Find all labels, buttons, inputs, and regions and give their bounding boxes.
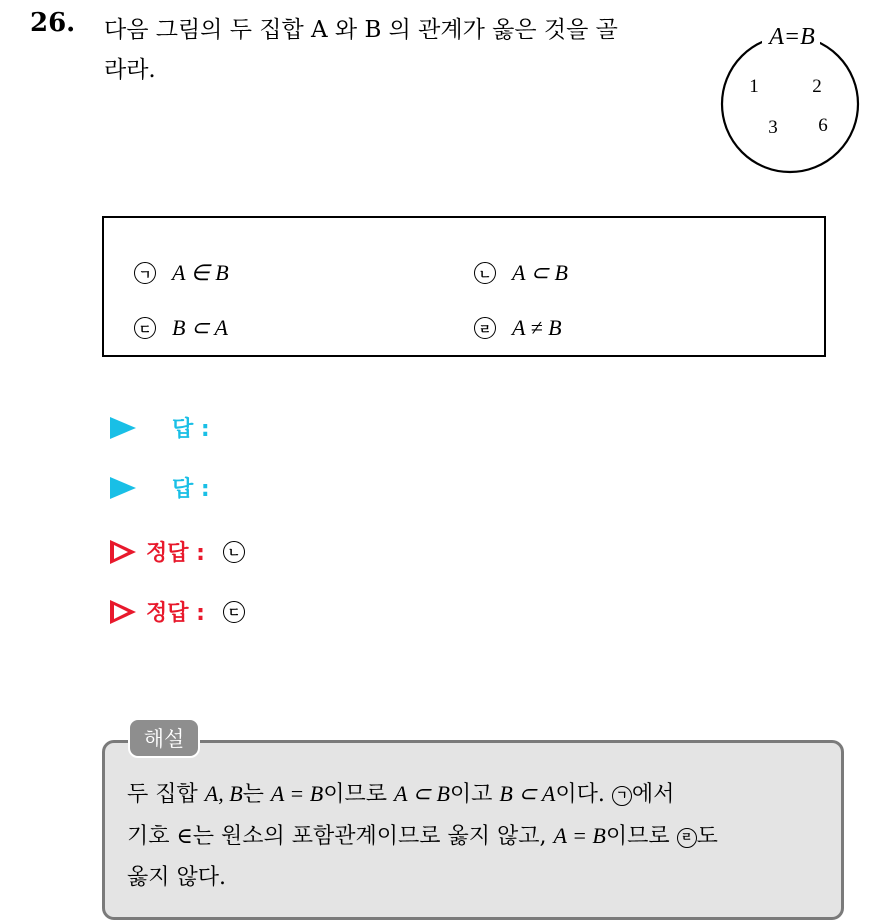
venn-diagram	[720, 16, 860, 201]
circled-mark: ㄹ	[677, 828, 697, 848]
choice-expression: A ⊂ B	[512, 260, 568, 285]
choice-mark: ㄷ	[134, 317, 156, 339]
venn-element: 6	[818, 115, 828, 136]
choice-item[interactable]	[474, 260, 568, 286]
question-number: 26.	[30, 8, 76, 38]
choice-mark: ㄹ	[474, 317, 496, 339]
choice-item[interactable]	[134, 260, 229, 286]
choice-expression: A ≠ B	[512, 315, 562, 340]
venn-element: 1	[749, 76, 759, 97]
choice-item[interactable]	[474, 315, 562, 341]
choices-box	[102, 216, 826, 357]
choice-mark: ㄴ	[474, 262, 496, 284]
answer-label: 답 :	[172, 477, 210, 502]
venn-label: A=B	[769, 24, 815, 50]
correct-answer-mark: ㄷ	[223, 601, 245, 623]
correct-answer-label: 정답 :	[146, 541, 205, 566]
outline-triangle-icon	[110, 540, 136, 564]
outline-triangle-icon	[110, 600, 136, 624]
correct-answer-mark: ㄴ	[223, 541, 245, 563]
answer-label: 답 :	[172, 417, 210, 442]
triangle-icon	[110, 477, 136, 499]
question-line-2: 라라.	[104, 57, 156, 83]
triangle-icon	[110, 417, 136, 439]
venn-circle	[722, 36, 858, 172]
choice-expression: A ∈ B	[172, 260, 229, 285]
choice-expression: B ⊂ A	[172, 315, 228, 340]
answer-row[interactable]	[110, 412, 210, 443]
explanation-text: 두 집합 A, B는 A = B이므로 A ⊂ B이고 B ⊂ A이다. ㄱ 에서 기호 ∈는 원소의 포함관계이므로 옳지 않고, A = B이므로 ㄹ 도 옳지 않다.	[127, 781, 718, 890]
answer-row[interactable]	[110, 472, 210, 503]
explanation-box	[102, 740, 844, 920]
circled-mark: ㄱ	[612, 786, 632, 806]
choice-item[interactable]	[134, 315, 228, 341]
choice-mark: ㄱ	[134, 262, 156, 284]
question-text	[104, 10, 704, 90]
venn-element: 2	[812, 76, 822, 97]
venn-element: 3	[768, 117, 778, 138]
correct-answer-row	[110, 596, 245, 627]
correct-answer-label: 정답 :	[146, 601, 205, 626]
question-line-1: 다음 그림의 두 집합 A 와 B 의 관계가 옳은 것을 골	[104, 17, 618, 43]
correct-answer-row	[110, 536, 245, 567]
explanation-tab: 해설	[128, 718, 200, 758]
